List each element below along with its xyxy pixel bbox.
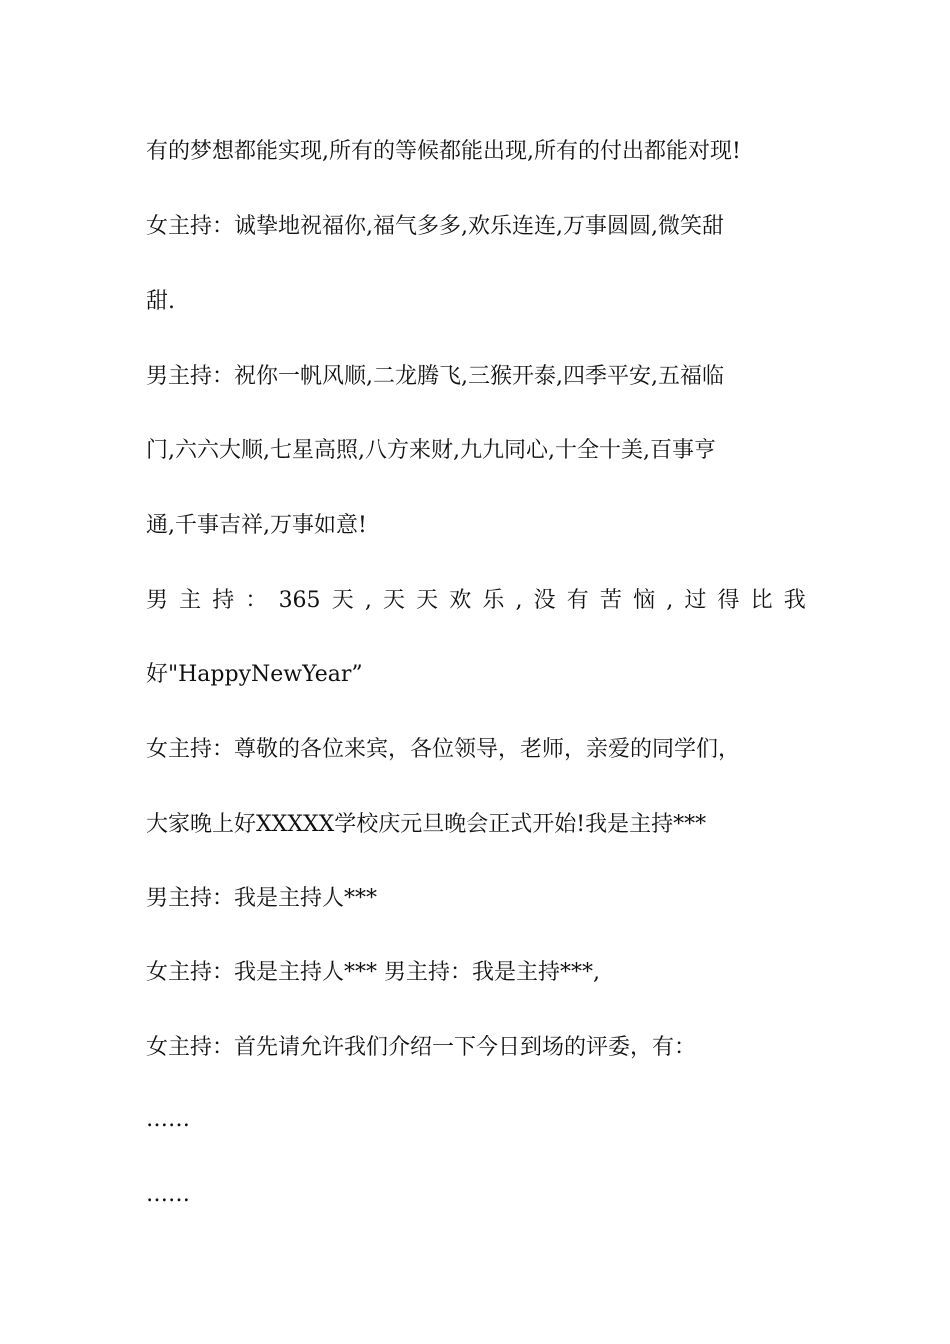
text-line: 好"HappyNewYear” <box>146 662 363 687</box>
text-token: , <box>515 588 523 613</box>
text-line: 女主持：诚挚地祝福你,福气多多,欢乐连连,万事圆圆,微笑甜 <box>146 214 724 239</box>
text-token: 我 <box>783 588 806 613</box>
text-line: 男主持：祝你一帆风顺,二龙腾飞,三猴开泰,四季平安,五福临 <box>146 364 724 389</box>
text-token: 天 <box>331 588 354 613</box>
text-line: …… <box>146 1107 190 1132</box>
text-token: 苦 <box>599 588 622 613</box>
text-token: 过 <box>684 588 707 613</box>
text-token: 男 <box>146 588 169 613</box>
text-token: 天 <box>382 588 405 613</box>
text-token: 有 <box>566 588 589 613</box>
text-line: 通,千事吉祥,万事如意! <box>146 513 367 538</box>
text-line: 女主持：首先请允许我们介绍一下今日到场的评委，有： <box>146 1035 697 1060</box>
text-line: …… <box>146 1182 190 1207</box>
text-token: 没 <box>533 588 556 613</box>
text-token: 主 <box>179 588 202 613</box>
text-token: , <box>666 588 674 613</box>
spaced-text-line <box>146 586 806 616</box>
text-token: 天 <box>416 588 439 613</box>
text-token: 欢 <box>449 588 472 613</box>
text-token: 持 <box>212 588 235 613</box>
text-token: 恼 <box>633 588 656 613</box>
text-line: 有的梦想都能实现,所有的等候都能出现,所有的付出都能对现! <box>146 139 741 164</box>
text-token: ： <box>245 588 268 613</box>
text-line: 大家晚上好XXXXX学校庆元旦晚会正式开始!我是主持*** <box>146 812 707 837</box>
text-line: 门,六六大顺,七星高照,八方来财,九九同心,十全十美,百事亨 <box>146 438 716 463</box>
text-token: 乐 <box>482 588 505 613</box>
text-token: 365 <box>278 588 321 613</box>
text-token: 得 <box>717 588 740 613</box>
text-token: , <box>364 588 372 613</box>
text-line: 男主持：我是主持人*** <box>146 886 378 911</box>
text-line: 女主持：尊敬的各位来宾，各位领导，老师，亲爱的同学们， <box>146 737 741 762</box>
text-line: 女主持：我是主持人*** 男主持：我是主持***, <box>146 960 600 985</box>
text-token: 比 <box>750 588 773 613</box>
text-line: 甜. <box>146 289 175 314</box>
